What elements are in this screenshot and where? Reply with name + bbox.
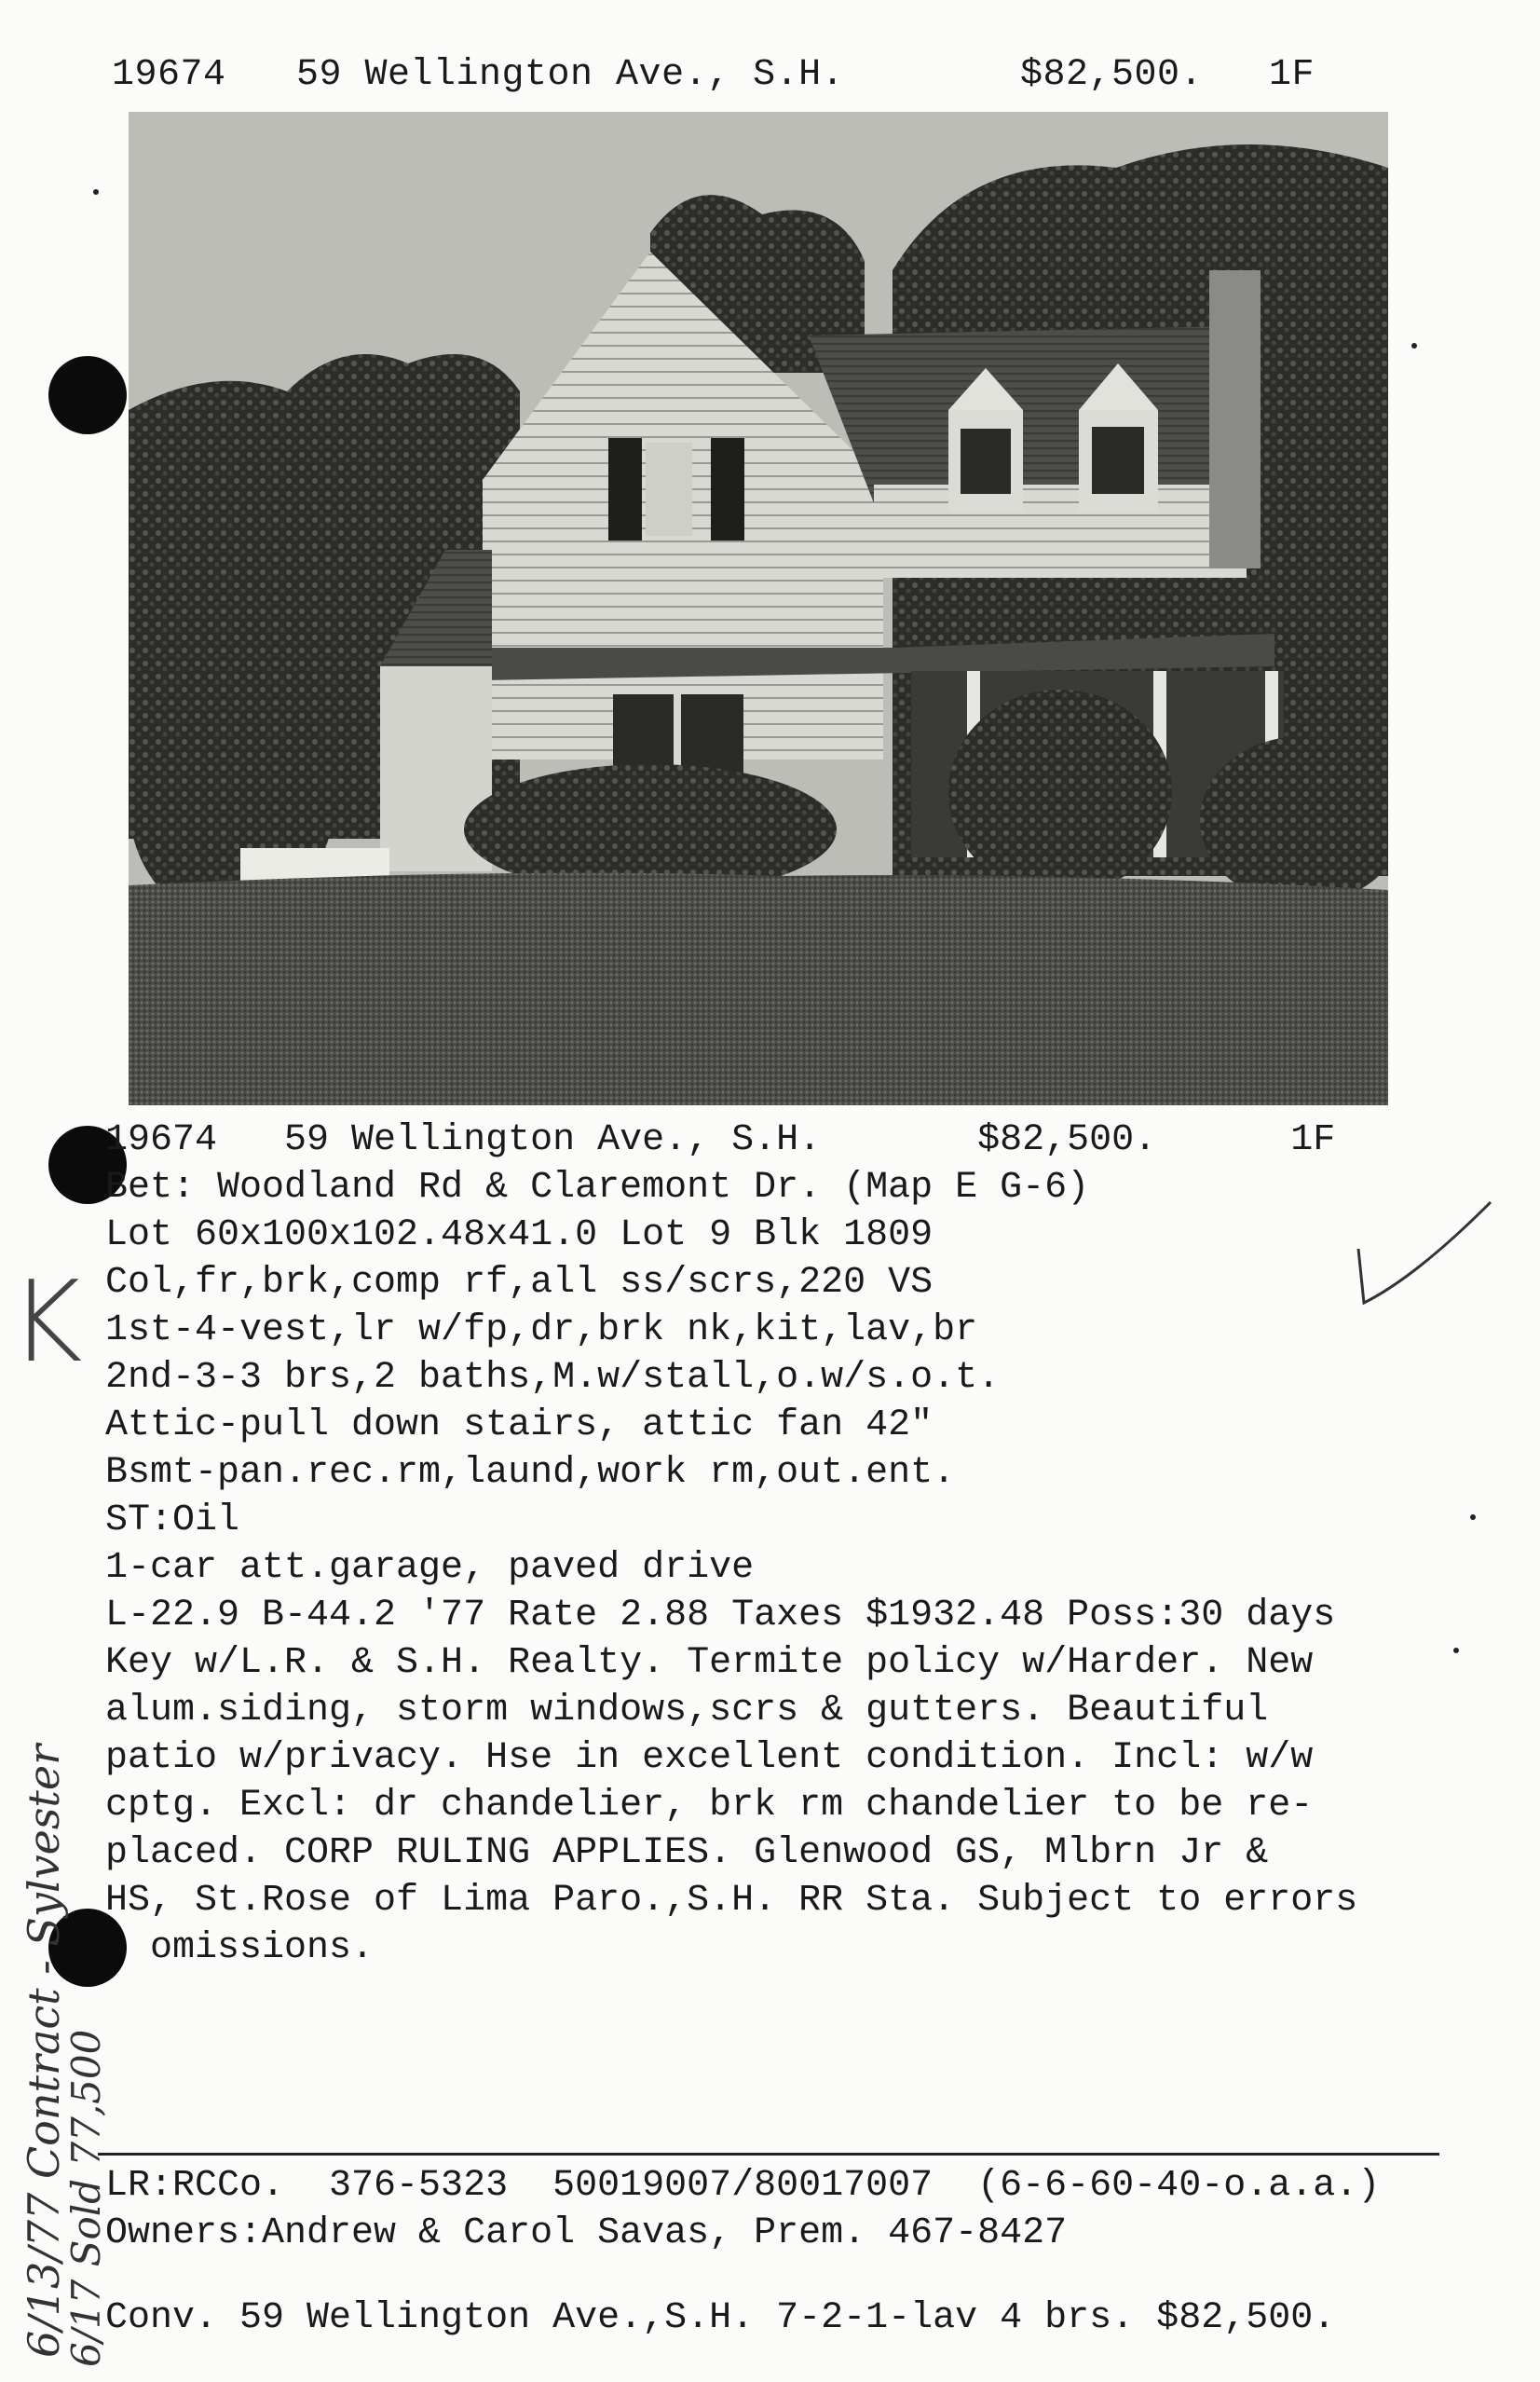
listing-line: 2nd-3-3 brs,2 baths,M.w/stall,o.w/s.o.t. (105, 1357, 1001, 1399)
speck (1453, 1648, 1459, 1653)
listing-line: Lot 60x100x102.48x41.0 Lot 9 Blk 1809 (105, 1214, 934, 1256)
speck (1411, 343, 1417, 349)
punch-hole-top (48, 356, 127, 434)
speck (1470, 1514, 1476, 1520)
footer-line: LR:RCCo. 376-5323 50019007/80017007 (6-6-60-40-o.a.a.) (105, 2165, 1381, 2207)
listing-line: ST:Oil (105, 1499, 240, 1541)
footer-info (105, 2162, 1380, 2257)
header-address: 59 Wellington Ave., S.H. (296, 54, 845, 96)
footer-line: Owners:Andrew & Carol Savas, Prem. 467-8427 (105, 2212, 1068, 2254)
listing-line: Attic-pull down stairs, attic fan 42" (105, 1404, 934, 1446)
listing-line: 19674 59 Wellington Ave., S.H. $82,500. 1F (105, 1119, 1336, 1161)
listing-line: HS, St.Rose of Lima Paro.,S.H. RR Sta. Subject to errors (105, 1880, 1358, 1922)
listing-line: omissions. (105, 1927, 375, 1969)
listing-line: Key w/L.R. & S.H. Realty. Termite policy w/Harder. New (105, 1642, 1314, 1684)
listing-line: Col,fr,brk,comp rf,all ss/scrs,220 VS (105, 1262, 934, 1304)
handwritten-letter: K (9, 1258, 83, 1388)
check-mark-icon (1351, 1193, 1500, 1314)
speck (93, 189, 99, 195)
margin-note-sold-text: 6/17 Sold 77,500 (63, 2029, 109, 2367)
listing-line: alum.siding, storm windows,scrs & gutters. Beautiful (105, 1690, 1269, 1732)
header-price: $82,500. (1020, 54, 1204, 96)
conversion-line: Conv. 59 Wellington Ave.,S.H. 7-2-1-lav 4 brs. $82,500. (105, 2297, 1336, 2339)
listing-line: Bsmt-pan.rec.rm,laund,work rm,out.ent. (105, 1452, 956, 1494)
listing-line: placed. CORP RULING APPLIES. Glenwood GS, Mlbrn Jr & (105, 1832, 1269, 1874)
listing-line: L-22.9 B-44.2 '77 Rate 2.88 Taxes $1932.48 Poss:30 days (105, 1595, 1336, 1636)
house-illustration (129, 112, 1388, 1105)
header-id: 19674 (112, 54, 226, 96)
divider (98, 2153, 1439, 2156)
margin-note-contract: 6/13/77 Contract - Sylvester (19, 1744, 69, 2358)
listing-line: cptg. Excl: dr chandelier, brk rm chandelier to be re- (105, 1785, 1314, 1827)
header-code: 1F (1269, 54, 1315, 96)
house-photo (129, 112, 1388, 1105)
listing-line: 1st-4-vest,lr w/fp,dr,brk nk,kit,lav,br (105, 1309, 978, 1351)
listing-line: 1-car att.garage, paved drive (105, 1547, 755, 1589)
listing-details (105, 1116, 1357, 1972)
listing-line: patio w/privacy. Hse in excellent condition. Incl: w/w (105, 1737, 1314, 1779)
listing-line: Bet: Woodland Rd & Claremont Dr. (Map E G-6) (105, 1167, 1090, 1209)
